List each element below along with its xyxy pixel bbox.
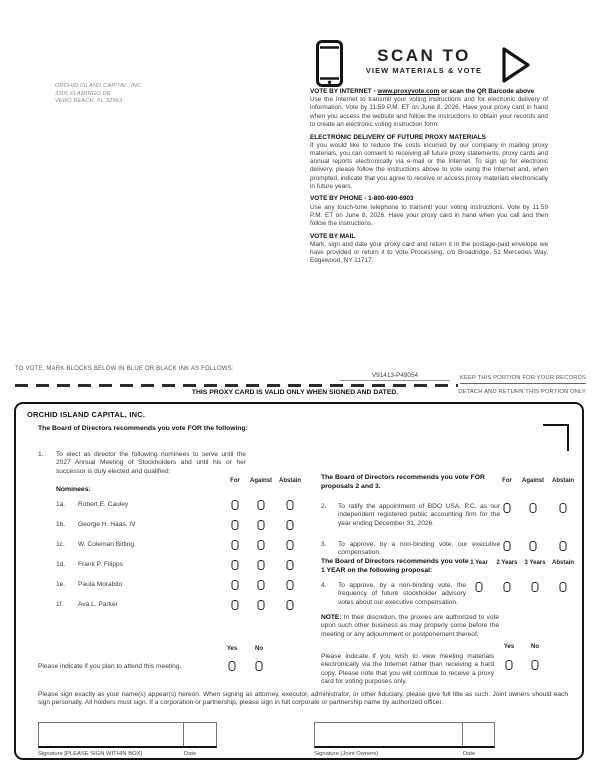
vote-by-phone (310, 195, 548, 228)
nominee-1a-name: Robert E. Cauley (78, 501, 129, 508)
corner-mark (543, 424, 569, 451)
nominee-1c-checkbox-against[interactable] (258, 540, 265, 550)
column2-header-abstain: Abstain (551, 478, 575, 484)
proposal2-number: 2. (321, 503, 327, 510)
column2-header-against: Against (521, 478, 545, 484)
proposal3-checkbox-for[interactable] (504, 541, 511, 551)
signature-label-primary: Signature [PLEASE SIGN WITHIN BOX] (38, 751, 143, 757)
attend-checkbox-no[interactable] (256, 661, 263, 671)
nominee-1e-checkbox-for[interactable] (232, 580, 239, 590)
column-header-for: For (230, 478, 240, 484)
sender-name: ORCHID ISLAND CAPITAL, INC. (55, 83, 143, 89)
sender-address (55, 83, 143, 106)
nominee-1c-id: 1c. (56, 541, 65, 548)
keep-portion-note: KEEP THIS PORTION FOR YOUR RECORDS (460, 375, 586, 384)
vote-by-phone-body: Use any touch-tone telephone to transmit your voting instructions. Vote by 11:59 P.M. ET on June 8, 2026. Have your proxy card in hand when you call and then follow the instructions. (310, 203, 548, 228)
vote-method-instructions (310, 88, 548, 270)
column-header-3years: 3 Years (524, 560, 546, 566)
proposal3-checkbox-abstain[interactable] (560, 541, 567, 551)
nominee-1a-id: 1a. (56, 501, 66, 508)
discretion-note (321, 614, 499, 639)
heading-suffix: or scan the QR Barcode above (439, 88, 535, 95)
vote-by-internet-heading (310, 88, 548, 96)
nominee-1f-checkbox-for[interactable] (232, 600, 239, 610)
arrow-right-icon (500, 45, 532, 90)
nominee-1d-checkbox-for[interactable] (232, 560, 239, 570)
attend-header-no: No (255, 646, 263, 652)
nominee-1b-checkbox-against[interactable] (258, 520, 265, 530)
column-header-against: Against (249, 478, 273, 484)
sender-city: VERO BEACH, FL 32963 (55, 98, 123, 105)
proposal2-checkbox-for[interactable] (504, 503, 511, 513)
nominee-1c-checkbox-for[interactable] (232, 540, 239, 550)
proposal3-number: 3. (321, 541, 327, 548)
vote-by-phone-heading: VOTE BY PHONE - 1-800-690-6903 (310, 195, 414, 203)
attend-header-yes: Yes (226, 646, 238, 652)
nominee-1d-name: Frank P. Filipps (78, 561, 123, 568)
proposal4-checkbox-3years[interactable] (532, 582, 539, 592)
signature-date-divider-joint (462, 723, 463, 746)
nominee-1e-checkbox-abstain[interactable] (287, 580, 294, 590)
nominee-1f-name: Ava L. Parker (78, 601, 118, 608)
proposal1-text: To elect as director the following nominees to serve until the 2027 Annual Meeting of Stockholders and until his or her successor is duly elected and qualified: (56, 451, 246, 475)
nominee-1d-id: 1d. (56, 561, 66, 568)
scan-banner-text (354, 46, 494, 75)
vote-by-mail (310, 233, 548, 266)
nominee-1b-name: George H. Haas, IV (78, 521, 136, 528)
vote-by-internet (310, 88, 548, 129)
edelivery-header-yes: Yes (503, 644, 515, 650)
nominee-1e-name: Paula Morabito (78, 581, 123, 588)
edelivery-header-no: No (531, 644, 539, 650)
nominee-1b-id: 1b. (56, 521, 66, 528)
nominee-1a-checkbox-for[interactable] (232, 500, 239, 510)
recommendation-proposal4: The Board of Directors recommends you vote 1 YEAR on the following proposal: (321, 558, 469, 574)
signature-date-divider (183, 723, 184, 746)
nominee-1b-checkbox-for[interactable] (232, 520, 239, 530)
signature-label-joint: Signature (Joint Owners) (314, 751, 379, 757)
smartphone-icon (316, 40, 343, 92)
proposal2-checkbox-abstain[interactable] (560, 503, 567, 513)
proposal3-checkbox-against[interactable] (530, 541, 537, 551)
electronic-delivery-heading: ELECTRONIC DELIVERY OF FUTURE PROXY MATERIALS (310, 133, 486, 141)
note-body: In their discretion, the proxies are authorized to vote upon such other business as may properly come before the meeting or any adjournment or postponement thereof. (321, 614, 499, 638)
proposal4-checkbox-1year[interactable] (476, 582, 483, 592)
signature-box-joint[interactable] (314, 722, 495, 748)
recommendation-proposals23: The Board of Directors recommends you vote FOR proposals 2 and 3. (321, 474, 485, 490)
recommendation-proposal1: The Board of Directors recommends you vote FOR the following: (38, 425, 248, 432)
nominee-1c-checkbox-abstain[interactable] (287, 540, 294, 550)
scan-banner (316, 40, 546, 90)
edelivery-checkbox-no[interactable] (532, 660, 539, 670)
column-header-abstain: Abstain (278, 478, 302, 484)
sign-instructions: Please sign exactly as your name(s) appear(s) hereon. When signing as attorney, executor, administrator, or other fiduciary, please give full title as such. Joint owners should each sign personally. All holders must sign. If a corporation or partnership, please sign in full corporate or partnership name by authorized officer. (38, 691, 568, 707)
vote-by-mail-heading: VOTE BY MAIL (310, 232, 356, 240)
date-label-primary: Date (184, 751, 197, 757)
signature-box-primary[interactable] (38, 722, 217, 748)
detach-portion-note: DETACH AND RETURN THIS PORTION ONLY (458, 389, 586, 395)
column-header-2years: 2 Years (496, 560, 518, 566)
proposal3-text: To approve, by a non-binding vote, our executive compensation. (338, 541, 500, 557)
nominees-label: Nominees: (56, 486, 91, 493)
control-number: V91413-P49054 (340, 372, 450, 381)
nominee-1c-name: W. Coleman Bitting (78, 541, 135, 548)
edelivery-checkbox-yes[interactable] (506, 660, 513, 670)
nominee-1d-checkbox-abstain[interactable] (287, 560, 294, 570)
nominee-1a-checkbox-against[interactable] (258, 500, 265, 510)
proxyvote-link[interactable]: www.proxyvote.com (377, 88, 440, 95)
vote-by-mail-body: Mark, sign and date your proxy card and return it in the postage-paid envelope we have provided or return it to Vote Processing, c/o Broadridge, 51 Mercedes Way, Edgewood, NY 11717. (310, 240, 548, 265)
proposal4-text: To approve, by a non-binding vote, the frequency of future stockholder advisory votes about our executive compensation. (338, 582, 466, 606)
proposal4-checkbox-abstain[interactable] (560, 582, 567, 592)
note-label: NOTE: (321, 614, 342, 621)
attend-meeting-text: Please indicate if you plan to attend this meeting. (38, 663, 182, 670)
scan-title: SCAN TO (377, 46, 471, 65)
electronic-delivery (310, 134, 548, 191)
column2-header-for: For (502, 478, 512, 484)
heading-prefix: VOTE BY INTERNET - (310, 88, 378, 95)
nominee-1f-id: 1f. (56, 601, 64, 608)
attend-checkbox-yes[interactable] (229, 661, 236, 671)
nominee-1f-checkbox-against[interactable] (258, 600, 265, 610)
nominee-1e-id: 1e. (56, 581, 66, 588)
nominee-1b-checkbox-abstain[interactable] (287, 520, 294, 530)
nominee-1e-checkbox-against[interactable] (258, 580, 265, 590)
proposal4-number: 4. (321, 582, 327, 589)
proposal2-text: To ratify the appointment of BDO USA, P.C. as our independent registered public accounting firm for the year ending December 31, 2026. (338, 503, 500, 527)
edelivery-text: Please indicate if you wish to view meeting materials electronically via the Internet rather than receiving a hard copy. Please note that you will continue to receive a proxy card for voting purposes only. (321, 653, 494, 686)
scan-subtitle: VIEW MATERIALS & VOTE (365, 66, 483, 75)
nominee-1f-checkbox-abstain[interactable] (287, 600, 294, 610)
detach-dashed-line (15, 384, 458, 387)
column-header-1year: 1 Year (470, 560, 488, 566)
card-company-title: ORCHID ISLAND CAPITAL, INC. (27, 410, 146, 419)
mark-instruction: TO VOTE, MARK BLOCKS BELOW IN BLUE OR BLACK INK AS FOLLOWS: (15, 366, 234, 372)
proxy-ballot-card (14, 402, 584, 760)
nominee-1d-checkbox-against[interactable] (258, 560, 265, 570)
sender-street: 3305 FLAMINGO DR (55, 90, 112, 97)
proposal2-checkbox-against[interactable] (530, 503, 537, 513)
column-header-abstain4: Abstain (551, 560, 575, 566)
proposal4-checkbox-2years[interactable] (504, 582, 511, 592)
date-label-joint: Date (463, 751, 476, 757)
nominee-1a-checkbox-abstain[interactable] (287, 500, 294, 510)
vote-by-internet-body: Use the Internet to transmit your voting instructions and for electronic delivery of information. Vote by 11:59 P.M. ET on June 8, 2026. Have your proxy card in hand when you access the website and follow the instructions to obtain your records and to create an electronic voting instruction form. (310, 96, 548, 128)
valid-when-signed-notice: THIS PROXY CARD IS VALID ONLY WHEN SIGNED AND DATED. (191, 389, 399, 396)
proposal1-number: 1. (38, 451, 44, 458)
electronic-delivery-body: If you would like to reduce the costs incurred by our company in mailing proxy materials, you can consent to receiving all future proxy statements, proxy cards and annual reports electronically via e-mail or the Internet. To sign up for electronic delivery, please follow the instructions above to vote using the Internet and, when prompted, indicate that you agree to receive or access proxy materials electronically in future years. (310, 141, 548, 190)
